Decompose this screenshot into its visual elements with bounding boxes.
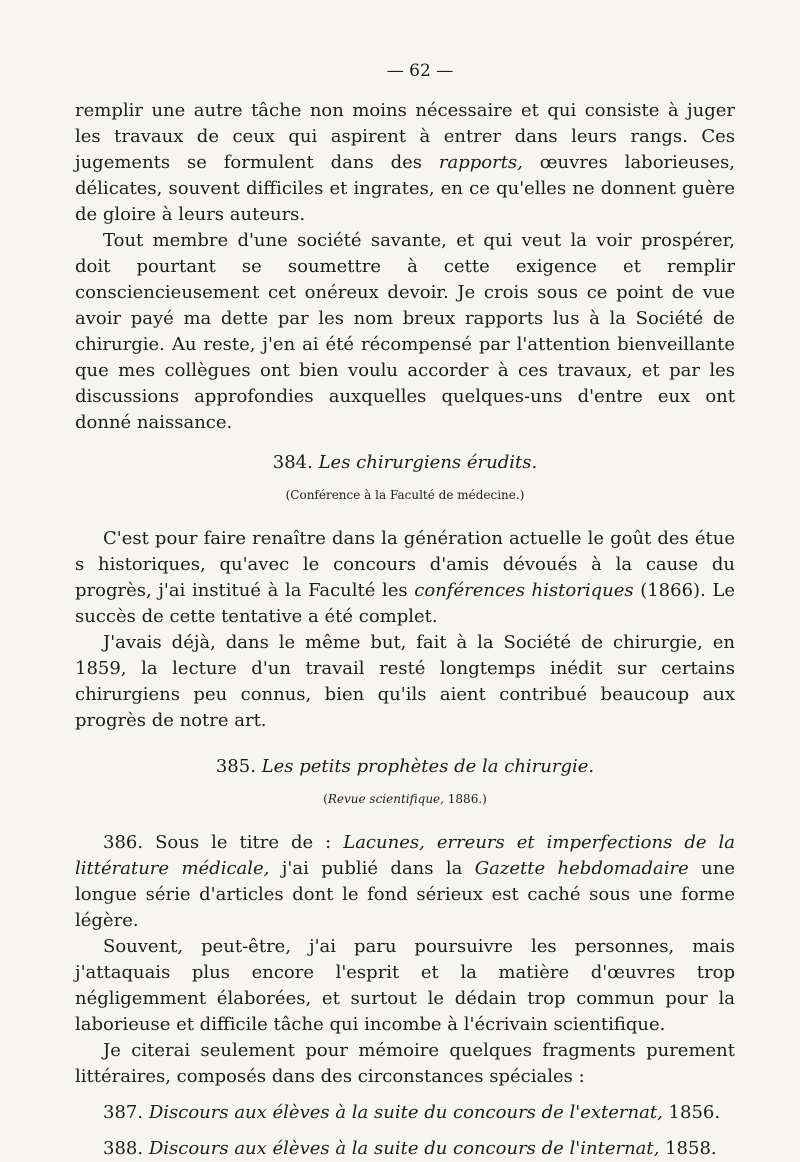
paragraph-386-mid: j'ai publié dans la <box>269 858 475 879</box>
heading-384-title: Les chirurgiens érudits. <box>318 452 538 473</box>
heading-385-sub-italic: Revue scientifique, <box>327 792 444 806</box>
paragraph-386-italic-2: Gazette hebdomadaire <box>474 858 689 879</box>
paragraph-1-end: œuvres laborieuses, délicates, souvent difficiles et ingrates, en ce qu'elles ne donnent guère de gloire à leurs auteurs. <box>75 152 735 225</box>
paragraph-3 <box>75 526 735 630</box>
paragraph-1-italic: rapports, <box>438 152 523 173</box>
item-388-title: Discours aux élèves à la suite du concours de l'internat, <box>148 1138 660 1159</box>
heading-385-subtitle <box>75 786 735 812</box>
paragraph-386 <box>75 830 735 934</box>
page-number: — 62 — <box>386 61 454 81</box>
paragraph-3-text: C'est pour faire renaître dans la génération actuelle le goût des étue s historiques, qu'avec le concours d'amis dévoués à la cause du progrès, j'ai institué à la Faculté les <box>75 528 735 601</box>
paragraph-6: Souvent, peut-être, j'ai paru poursuivre les personnes, mais j'attaquais plus encore l'esprit et la matière d'œuvres trop négligemment élaborées, et surtout le dédain trop commun pour la laborieuse et difficile tâche qui incombe à l'écrivain scientifique. <box>75 936 735 1035</box>
item-387 <box>75 1100 735 1126</box>
heading-385 <box>75 754 735 780</box>
item-387-number: 387. <box>103 1102 144 1123</box>
paragraph-4: J'avais déjà, dans le même but, fait à la Société de chirurgie, en 1859, la lecture d'un travail resté longtemps inédit sur certains chirurgiens peu connus, bien qu'ils aient contribué beaucoup aux progrès de notre art. <box>75 632 735 731</box>
item-387-year: 1856. <box>662 1102 721 1123</box>
paragraph-386-start: 386. Sous le titre de : <box>103 832 344 853</box>
paragraph-1 <box>75 98 735 228</box>
heading-385-number: 385. <box>215 756 256 777</box>
heading-384-number: 384. <box>272 452 313 473</box>
paragraph-3-italic: conférences historiques <box>414 580 634 601</box>
item-388-year: 1858. <box>659 1138 717 1159</box>
paragraph-386-end: une longue série d'articles dont le fond sérieux est caché sous une forme légère. <box>75 858 736 931</box>
document-page <box>75 58 735 1162</box>
heading-385-sub-open: ( <box>323 792 328 806</box>
item-388-number: 388. <box>103 1138 144 1159</box>
paragraph-1-text: remplir une autre tâche non moins nécessaire et qui consiste à juger les travaux de ceux qui aspirent à entrer dans leurs rangs. Ces jugements se formulent dans des <box>75 100 735 173</box>
item-387-title: Discours aux élèves à la suite du concours de l'externat, <box>148 1102 663 1123</box>
heading-384-subtitle: (Conférence à la Faculté de médecine.) <box>285 488 525 502</box>
heading-384 <box>75 450 735 476</box>
paragraph-3-end: (1866). Le succès de cette tentative a été complet. <box>75 580 736 627</box>
paragraph-386-italic-1: Lacunes, erreurs et imperfections de la littérature médicale, <box>75 832 735 879</box>
heading-385-sub-rest: 1886.) <box>443 792 487 806</box>
heading-385-title: Les petits prophètes de la chirurgie. <box>261 756 595 777</box>
paragraph-2: Tout membre d'une société savante, et qui veut la voir prospérer, doit pourtant se soumettre à cette exigence et remplir consciencieusement cet onéreux devoir. Je crois sous ce point de vue avoir payé ma dette par les nom breux rapports lus à la Société de chirurgie. Au reste, j'en ai été récompensé par l'attention bienveillante que mes collègues ont bien voulu accorder à ces travaux, et par les discussions approfondies auxquelles quelques-uns d'entre eux ont donné naissance. <box>75 230 735 433</box>
paragraph-7: Je citerai seulement pour mémoire quelques fragments purement littéraires, composés dans des circonstances spéciales : <box>75 1040 735 1087</box>
item-388 <box>75 1136 735 1162</box>
